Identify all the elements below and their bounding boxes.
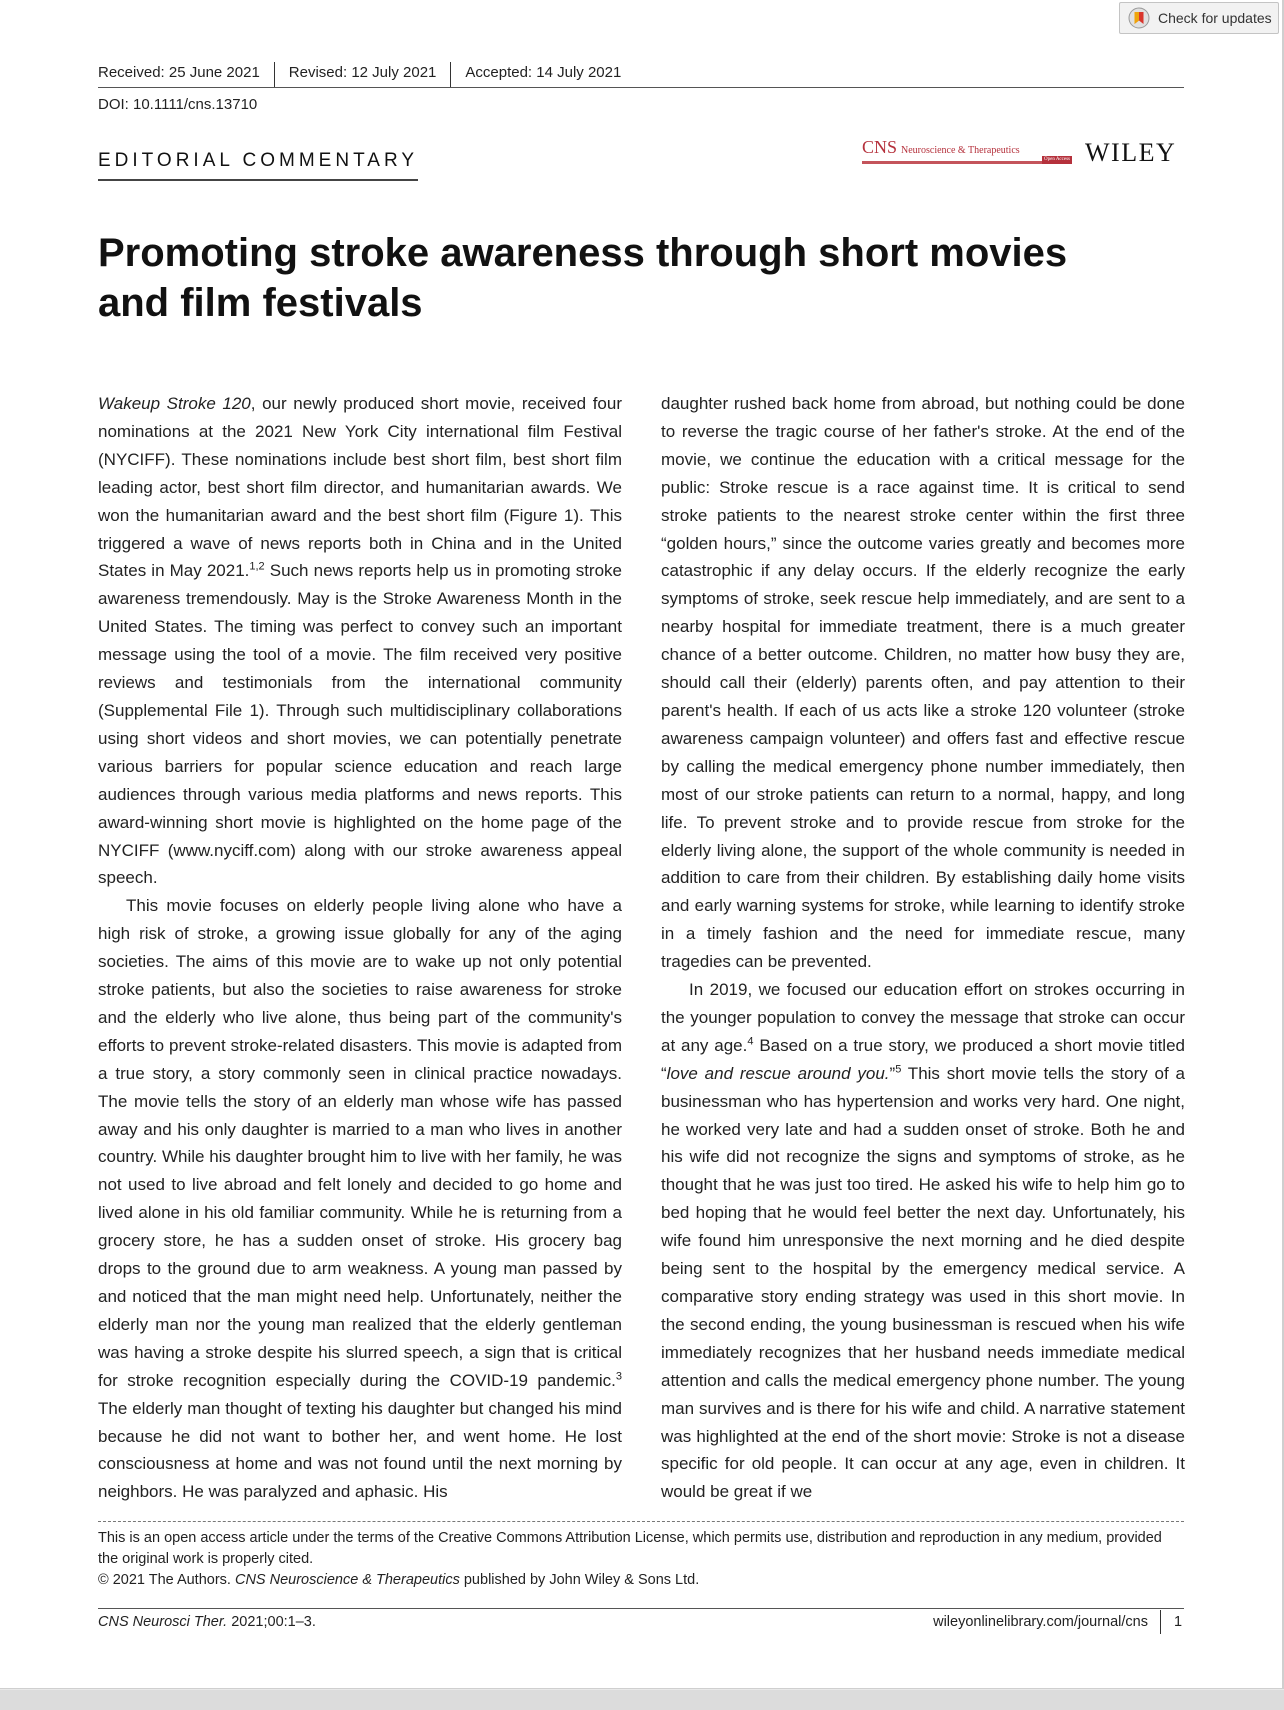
article-history [98,62,1184,88]
left-column [98,390,622,1506]
section-label: EDITORIAL COMMENTARY [98,150,418,181]
journal-logo [862,137,1072,164]
reference-link[interactable]: 5 [895,1063,902,1076]
received-date: Received: 25 June 2021 [98,62,275,88]
copyright-line: © 2021 The Authors. CNS Neuroscience & Therapeutics published by John Wiley & Sons Ltd. [98,1572,700,1588]
movie-title: love and rescue around you. [666,1063,890,1083]
license-note [98,1528,1184,1591]
journal-logo-cns: CNS [862,137,898,157]
reference-link[interactable]: 3 [615,1370,622,1383]
right-column [661,390,1185,1506]
accepted-date: Accepted: 14 July 2021 [465,64,622,81]
journal-logo-name: Neuroscience & Therapeutics [901,145,1020,156]
open-access-badge: Open Access [1042,156,1072,164]
footer-divider [98,1608,1184,1609]
paragraph-1: Wakeup Stroke 120, our newly produced short movie, received four nominations at the 2021 New York City international film Festival (NYCIFF). These nominations include best short film, best short film leading actor, best short film director, and humanitarian awards. We won the humanitarian award and the best short film (Figure 1). This triggered a wave of news reports both in China and in the United States in May 2021.$^{1,2}$ Such news reports help us in promoting stroke awareness tremendously. May is the Stroke Awareness Month in the United States. The timing was perfect to convey such an important message using the tool of a movie. The film received very positive reviews and testimonials from the international community (Supplemental File 1). Through such multidisciplinary collaborations using short videos and short movies, we can potentially penetrate various barriers for popular science education and reach large audiences through various media platforms and news reports. This award-winning short movie is highlighted on the home page of the NYCIFF (www.nyciff.com) along with our stroke awareness appeal speech. [98,394,622,888]
bookmark-ribbon-icon [1128,7,1150,29]
publisher-logo: WILEY [1085,138,1177,167]
revised-date: Revised: 12 July 2021 [289,62,452,88]
paragraph-3: daughter rushed back home from abroad, but nothing could be done to reverse the tragic course of her father's stroke. At the end of the movie, we continue the education with a critical message for the public: Stroke rescue is a race against time. It is critical to send stroke patients to the nearest stroke center within the first three “golden hours,” since the outcome varies greatly and becomes more catastrophic if any delay occurs. If the elderly recognize the early symptoms of stroke, seek rescue help immediately, and are sent to a nearby hospital for immediate treatment, there is a much greater chance of a better outcome. Children, no matter how busy they are, should call their (elderly) parents often, and pay attention to their parent's health. If each of us acts like a stroke 120 volunteer (stroke awareness campaign volunteer) and offers fast and effective rescue by calling the medical emergency phone number immediately, then most of our stroke patients can return to a normal, happy, and long life. To prevent stroke and to provide rescue from stroke for the elderly living alone, the support of the whole community is needed in addition to care from their children. By establishing daily home visits and early warning systems for stroke, while learning to identify stroke in a timely fashion and the need for immediate rescue, many tragedies can be prevented. [661,394,1185,972]
header-divider [98,87,1184,88]
reference-link[interactable]: 1,2 [249,560,265,573]
paragraph-2: This movie focuses on elderly people living alone who have a high risk of stroke, a growing issue globally for any of the aging societies. The aims of this movie are to wake up not only potential stroke patients, but also the societies to raise awareness for stroke and the elderly who live alone, thus being part of the community's efforts to prevent stroke-related disasters. This movie is adapted from a true story, a story commonly seen in clinical practice nowadays. The movie tells the story of an elderly man whose wife has passed away and his only daughter is married to a man who lives in another country. While his daughter brought him to live with her family, he was not used to live abroad and felt lonely and decided to go home and lived alone in his old familiar community. While he is returning from a grocery store, he has a sudden onset of stroke. His grocery bag drops to the ground due to arm weakness. A young man passed by and noticed that the man might need help. Unfortunately, neither the elderly man nor the young man realized that the elderly gentleman was having a stroke despite his slurred speech, a sign that is critical for stroke recognition especially during the COVID-19 pandemic.$^3$ The elderly man thought of texting his daughter but changed his mind because he did not want to bother her, and went home. He lost consciousness at home and was not found until the next morning by neighbors. He was paralyzed and aphasic. His [98,896,622,1502]
check-for-updates-label: Check for updates [1158,10,1272,26]
doi[interactable]: DOI: 10.1111/cns.13710 [98,96,258,113]
check-for-updates-button[interactable] [1119,2,1279,34]
paragraph-4: In 2019, we focused our education effort on strokes occurring in the younger population to convey the message that stroke can occur at any age.$^4$ Based on a true story, we produced a short movie titled “love and rescue around you.”$^5$ This short movie tells the story of a businessman who has hypertension and works very hard. One night, he worked very late and had a sudden onset of stroke. Both he and his wife did not recognize the signs and symptoms of stroke, as he thought that he was just too tired. He asked his wife to help him go to bed hoping that he would feel better the next day. Unfortunately, his wife found him unresponsive the next morning and he died despite being sent to the hospital by the emergency medical service. A comparative story ending strategy was used in this short movie. In the second ending, the young businessman is rescued when his wife immediately recognizes that her husband needs immediate medical attention and calls the medical emergency phone number. The young man survives and is there for his wife and child. A narrative statement was highlighted at the end of the short movie: Stroke is not a disease specific for old people. It can occur at any age, even in children. It would be great if we [661,980,1185,1502]
reference-link[interactable]: 4 [747,1035,754,1048]
license-divider [98,1521,1184,1522]
article-title: Promoting stroke awareness through short movies and film festivals [98,231,1068,325]
page-number-divider [1160,1610,1161,1634]
journal-url[interactable]: wileyonlinelibrary.com/journal/cns [933,1614,1148,1630]
page-number: 1 [1174,1614,1183,1630]
viewer-bottom-bar [0,1690,1284,1710]
license-text: This is an open access article under the terms of the Creative Commons Attribution License, which permits use, distribution and reproduction in any medium, provided the original work is properly cited. [98,1530,1162,1567]
film-title: Wakeup Stroke 120 [98,394,251,413]
citation: CNS Neurosci Ther. 2021;00:1–3. [98,1614,316,1630]
